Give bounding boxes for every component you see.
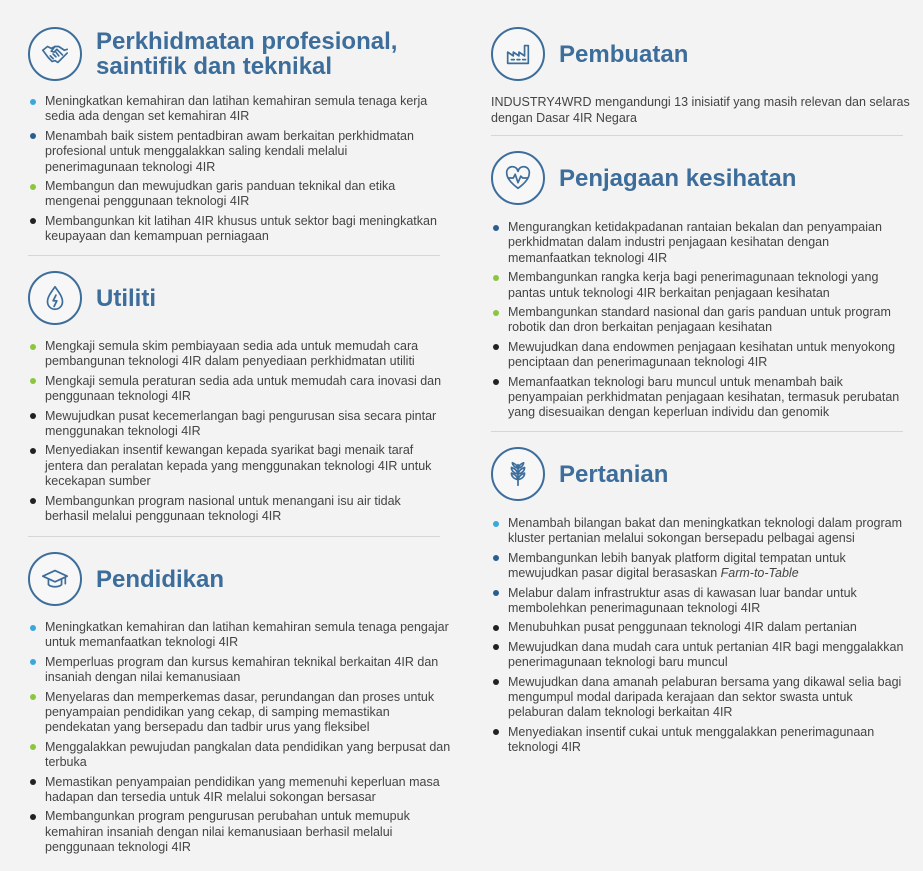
list-item: Menggalakkan pewujudan pangkalan data pendidikan yang berpusat dan terbuka (28, 740, 453, 771)
section-pendidikan (28, 549, 453, 860)
handshake-icon (28, 27, 82, 81)
section-header (28, 549, 453, 609)
bullet-dot-icon (30, 694, 36, 700)
bullet-dot-icon (30, 814, 36, 820)
section-header (491, 24, 906, 84)
farm-to-table-term: Farm-to-Table (720, 566, 799, 581)
section-divider (28, 255, 440, 256)
bullet-dot-icon (30, 184, 36, 190)
list-item: Membangunkan program pengurusan perubahan untuk memupuk kemahiran insaniah dengan nilai kemanusiaan berhasil melalui penggunaan teknologi 4IR (28, 809, 453, 855)
bullet-dot-icon (493, 644, 499, 650)
list-item: Memperluas program dan kursus kemahiran teknikal berkaitan 4IR dan insaniah dengan nilai kemanusiaan (28, 655, 453, 686)
list-item: Mengkaji semula peraturan sedia ada untuk memudah cara inovasi dan penggunaan teknologi 4IR (28, 374, 443, 405)
list-item: Mengkaji semula skim pembiayaan sedia ada untuk memudah cara pembangunan teknologi 4IR dalam penyediaan perkhidmatan utiliti (28, 339, 443, 370)
list-item: Melabur dalam infrastruktur asas di kawasan luar bandar untuk membolehkan penerimagunaan teknologi 4IR (491, 586, 911, 617)
bullet-list (28, 339, 443, 524)
section-paragraph: INDUSTRY4WRD mengandungi 13 inisiatif yang masih relevan dan selaras dengan Dasar 4IR Negara (491, 95, 910, 125)
section-utiliti (28, 268, 443, 528)
section-profesional (28, 24, 443, 245)
list-item: Menyediakan insentif kewangan kepada syarikat bagi menaik taraf jentera dan peralatan kepada yang menggunakan teknologi 4IR untuk kecekapan sumber (28, 443, 443, 489)
list-item: Menyelaras dan memperkemas dasar, perundangan dan proses untuk penyampaian pendidikan yang cekap, di samping memastikan pendekatan yang bersepadu dan tadbir urus yang fleksibel (28, 690, 453, 736)
list-item: Memanfaatkan teknologi baru muncul untuk menambah baik penyampaian perkhidmatan penjagaan kesihatan, termasuk perubatan yang disesuaikan dengan keperluan individu dan genomik (491, 375, 911, 421)
section-header (28, 24, 443, 84)
section-title: Pertanian (559, 460, 669, 488)
bullet-dot-icon (30, 133, 36, 139)
heart-pulse-icon (491, 151, 545, 205)
bullet-dot-icon (493, 379, 499, 385)
list-item: Menambah bilangan bakat dan meningkatkan teknologi dalam program kluster pertanian melalui sokongan bersepadu pelbagai agensi (491, 516, 911, 547)
list-item: Menubuhkan pusat penggunaan teknologi 4IR dalam pertanian (491, 620, 911, 635)
list-item: Membangunkan standard nasional dan garis panduan untuk program robotik dan dron berkaitan penjagaan kesihatan (491, 305, 911, 336)
bullet-dot-icon (493, 555, 499, 561)
title-line-1: Perkhidmatan profesional, (96, 28, 398, 55)
bullet-dot-icon (30, 378, 36, 384)
list-item: Membangun dan mewujudkan garis panduan teknikal dan etika mengenai penggunaan teknologi 4IR (28, 179, 443, 210)
section-title: Pendidikan (96, 565, 225, 593)
graduation-cap-icon (28, 552, 82, 606)
bullet-dot-icon (493, 225, 499, 231)
factory-icon (491, 27, 545, 81)
bullet-dot-icon (493, 521, 499, 527)
list-item: Membangunkan program nasional untuk menangani isu air tidak berhasil melalui penggunaan teknologi 4IR (28, 494, 443, 525)
section-divider (491, 431, 903, 432)
section-pembuatan (491, 24, 910, 126)
bullet-dot-icon (493, 679, 499, 685)
wheat-icon (491, 447, 545, 501)
bullet-dot-icon (30, 498, 36, 504)
list-item: Mewujudkan dana mudah cara untuk pertanian 4IR bagi menggalakkan penerimagunaan teknologi baru muncul (491, 640, 911, 671)
bullet-dot-icon (493, 590, 499, 596)
bullet-dot-icon (30, 99, 36, 105)
bullet-dot-icon (30, 744, 36, 750)
section-header (491, 444, 911, 504)
list-item: Memastikan penyampaian pendidikan yang memenuhi keperluan masa hadapan dan tersedia untuk 4IR melalui sokongan bersasar (28, 775, 453, 806)
section-divider (28, 536, 440, 537)
bullet-dot-icon (30, 625, 36, 631)
bullet-list (28, 620, 453, 856)
left-column (28, 0, 451, 855)
bullet-list (491, 220, 911, 421)
bullet-list (28, 94, 443, 245)
bullet-dot-icon (30, 448, 36, 454)
list-item: Mewujudkan dana amanah pelaburan bersama yang dikawal selia bagi mengumpul modal daripada kerajaan dan sektor swasta untuk pelaburan dalam teknologi berkaitan 4IR (491, 675, 911, 721)
bullet-dot-icon (493, 729, 499, 735)
list-item: Membangunkan kit latihan 4IR khusus untuk sektor bagi meningkatkan keupayaan dan kemampuan perniagaan (28, 214, 443, 245)
section-header (491, 148, 911, 208)
section-header (28, 268, 443, 328)
title-line-2: saintifik dan teknikal (96, 53, 333, 80)
section-title: Penjagaan kesihatan (559, 164, 797, 192)
section-title: Utiliti (96, 284, 156, 312)
bullet-dot-icon (493, 625, 499, 631)
section-pertanian (491, 444, 911, 760)
bullet-dot-icon (493, 275, 499, 281)
list-item: Membangunkan rangka kerja bagi penerimagunaan teknologi yang pantas untuk teknologi 4IR berkaitan penjagaan kesihatan (491, 270, 911, 301)
bullet-dot-icon (30, 413, 36, 419)
bullet-list (491, 516, 911, 756)
list-item: Menambah baik sistem pentadbiran awam berkaitan perkhidmatan profesional untuk menggalakkan saling kendali melalui penerimagunaan teknologi 4IR (28, 129, 443, 175)
bullet-dot-icon (493, 344, 499, 350)
list-item: Menyediakan insentif cukai untuk menggalakkan penerimagunaan teknologi 4IR (491, 725, 911, 756)
list-item: Meningkatkan kemahiran dan latihan kemahiran semula tenaga kerja sedia ada dengan set kemahiran 4IR (28, 94, 443, 125)
list-item: Mengurangkan ketidakpadanan rantaian bekalan dan penyampaian perkhidmatan dalam industri penjagaan kesihatan dengan memanfaatkan teknologi 4IR (491, 220, 911, 266)
bullet-dot-icon (493, 310, 499, 316)
list-item: Mewujudkan dana endowmen penjagaan kesihatan untuk menyokong penciptaan dan penerimagunaan teknologi 4IR (491, 340, 911, 371)
list-item: Meningkatkan kemahiran dan latihan kemahiran semula tenaga pengajar untuk memanfaatkan teknologi 4IR (28, 620, 453, 651)
water-drop-icon (28, 271, 82, 325)
bullet-dot-icon (30, 659, 36, 665)
bullet-dot-icon (30, 779, 36, 785)
bullet-dot-icon (30, 218, 36, 224)
section-divider (491, 135, 903, 136)
section-title: Pembuatan (559, 40, 689, 68)
list-item: Mewujudkan pusat kecemerlangan bagi pengurusan sisa secara pintar menggunakan teknologi 4IR (28, 409, 443, 440)
section-kesihatan (491, 148, 911, 425)
list-item: Membangunkan lebih banyak platform digital tempatan untuk mewujudkan pasar digital berasaskan Farm-to-Table (491, 551, 911, 582)
section-title (96, 29, 397, 79)
bullet-dot-icon (30, 344, 36, 350)
